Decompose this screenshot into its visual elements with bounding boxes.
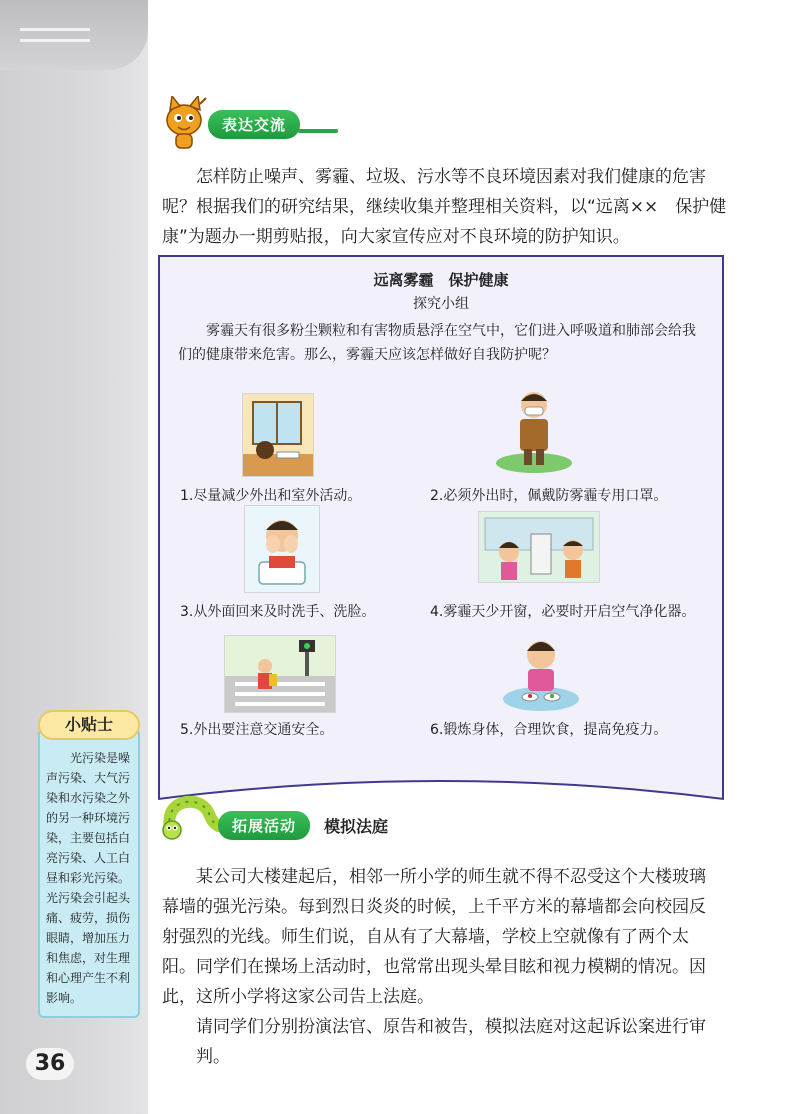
- section-label-pill: 拓展活动: [218, 811, 310, 840]
- tip-caption-1: 1.尽量减少外出和室外活动。: [180, 488, 362, 504]
- illustration-window-desk: [242, 393, 314, 477]
- court-line: 此，这所小学将这家公司告上法庭。: [162, 987, 434, 1007]
- illustration-wash-face: [244, 505, 320, 593]
- activity-title: 模拟法庭: [324, 816, 389, 836]
- tip-text: 光污染是噪声污染、大气污染和水污染之外的另一种环境污染，主要包括白亮污染、人工白昼和彩光污染。光污染会引起头痛、疲劳，损伤眼睛，增加压力和焦虑，对生理和心理产生不利影响。: [46, 751, 131, 1005]
- tip-title: 小贴士: [38, 710, 140, 740]
- tip-caption-5: 5.外出要注意交通安全。: [180, 722, 334, 738]
- cat-mascot-icon: [162, 96, 208, 152]
- illustration-road-crossing: [224, 635, 336, 713]
- intro-line: 怎样防止噪声、雾霾、垃圾、污水等不良环境因素对我们健康的危害: [196, 167, 706, 187]
- court-line: 某公司大楼建起后，相邻一所小学的师生就不得不忍受这个大楼玻璃: [196, 867, 706, 887]
- court-line: 幕墙的强光污染。每到烈日炎炎的时候，上千平方米的幕墙都会向校园反: [162, 897, 706, 917]
- illustration-healthy-meal: [500, 629, 582, 713]
- section-header-extension: [160, 786, 388, 842]
- intro-line: 呢？根据我们的研究结果，继续收集并整理相关资料，以“远离×× 保护健: [162, 197, 727, 217]
- section-underline: [298, 129, 338, 133]
- board-subtitle: 探究小组: [413, 296, 469, 312]
- tip-caption-6: 6.锻炼身体，合理饮食，提高免疫力。: [430, 722, 668, 738]
- court-line: 请同学们分别扮演法官、原告和被告，模拟法庭对这起诉讼案进行审判。: [196, 1017, 706, 1067]
- tip-caption-3: 3.从外面回来及时洗手、洗脸。: [180, 604, 376, 620]
- board-title: 远离雾霾 保护健康: [373, 271, 509, 289]
- court-line: 射强烈的光线。师生们说，自从有了大幕墙，学校上空就像有了两个太: [162, 927, 689, 947]
- tip-caption-4: 4.雾霾天少开窗，必要时开启空气净化器。: [430, 604, 696, 620]
- board-text: 雾霾天有很多粉尘颗粒和有害物质悬浮在空气中，它们进入呼吸道和肺部会给我们的健康带来危害。那么，雾霾天应该怎样做好自我防护呢？: [178, 323, 696, 363]
- illustration-air-purifier: [478, 511, 600, 583]
- intro-line: 康”为题办一期剪贴报，向大家宣传应对不良环境的防护知识。: [162, 227, 630, 247]
- intro-paragraph: [162, 162, 728, 252]
- court-line: 阳。同学们在操场上活动时，也常常出现头晕目眩和视力模糊的情况。因: [162, 957, 706, 977]
- tip-caption-2: 2.必须外出时，佩戴防雾霾专用口罩。: [430, 488, 668, 504]
- page-number: 36: [26, 1048, 74, 1080]
- court-paragraph: [162, 862, 732, 1072]
- illustration-mask-child: [494, 383, 574, 473]
- clipping-board: [158, 255, 724, 805]
- section-header-communication: [162, 96, 338, 152]
- section-label-pill: 表达交流: [208, 110, 300, 139]
- corner-decoration: [0, 0, 148, 70]
